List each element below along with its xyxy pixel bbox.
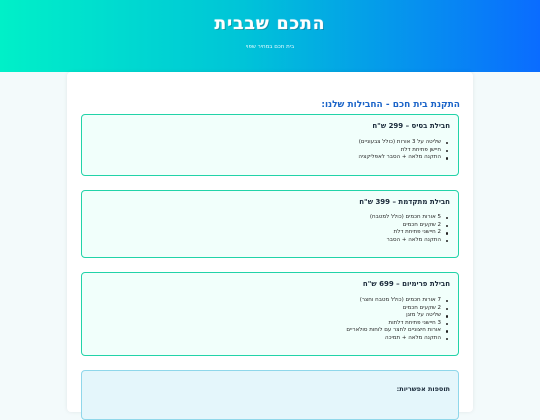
feature-item: 2 שקעים חכמים [346, 305, 441, 313]
package-title: חבילת פרימיום – 699 ש"ח [362, 280, 450, 288]
package-premium [81, 272, 459, 356]
site-logo[interactable]: התכם שבבית [214, 14, 326, 34]
package-advanced [81, 190, 459, 258]
package-features [370, 214, 450, 244]
addons-title: תוספות אפשריות: [396, 385, 450, 393]
page-title: התקנת בית חכם - החבילות שלנו: [321, 100, 460, 111]
hero-header [0, 0, 540, 72]
feature-item: 2 שקעים חכמים [370, 222, 441, 230]
package-basic [81, 114, 459, 176]
package-title: חבילת בסיס – 299 ש"ח [372, 122, 450, 130]
feature-item: 7 אורות חכמים (כולל מטבח וחצר) [346, 297, 441, 305]
package-features [346, 297, 450, 343]
feature-item: 5 אורות חכמים (כולל למטבח) [369, 214, 441, 220]
feature-item: 2 חיישני פתיחת דלת [370, 229, 441, 237]
feature-item: התקנה מלאה + תמיכה [346, 335, 441, 343]
feature-item: שליטה על 3 אורות (כולל צבעוניים) [358, 139, 441, 145]
feature-item: שליטה על מזגן [346, 312, 441, 320]
feature-item: חיישן פתיחת דלת [358, 147, 441, 155]
feature-item: 3 חיישני פתיחת דלתות [346, 320, 441, 328]
addons-box [81, 370, 459, 420]
feature-item: התקנה מלאה + הסבר [370, 237, 441, 245]
feature-item: התקנה מלאה + הסבר לאפליקציה [358, 154, 441, 161]
package-features [358, 139, 450, 162]
tagline: בית חכם במחיר שפוי [245, 44, 295, 50]
package-title: חבילת מתקדמת – 399 ש"ח [359, 198, 450, 206]
feature-item: אורות חיצוניים לחצר עם לוחות סולאריים [346, 327, 441, 334]
